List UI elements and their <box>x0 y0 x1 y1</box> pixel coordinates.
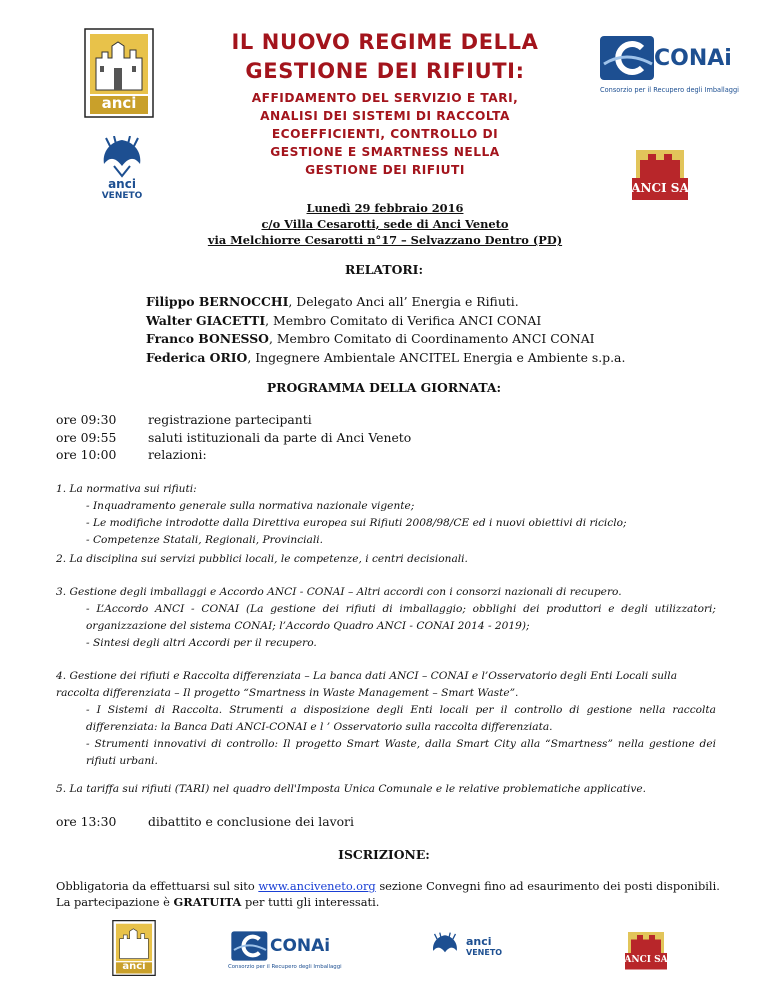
conai-tagline: Consorzio per il Recupero degli Imballaggi <box>600 86 740 94</box>
event-date: Lunedì 29 febbraio 2016 <box>306 201 464 215</box>
speaker-name: Filippo BERNOCCHI <box>146 294 289 309</box>
topic-4-item: - Strumenti innovativi di controllo: Il progetto Smart Waste, dalla Smart City alla “Smartness” nella gestione dei rifiuti urbani. <box>86 738 716 767</box>
schedule-time: ore 09:30 <box>56 412 117 427</box>
topic-4-title: 4. Gestione dei rifiuti e Raccolta differenziata – La banca dati ANCI – CONAI e l’Osservatorio degli Enti Locali sulla raccolta differenziata – Il progetto “Smartness in Waste Management – Smart Waste”. <box>56 670 678 699</box>
subtitle-line-1: AFFIDAMENTO DEL SERVIZIO E TARI, <box>251 91 519 105</box>
title-line-1: IL NUOVO REGIME DELLA <box>231 30 539 54</box>
footer-conai-text: CONAi <box>270 936 331 956</box>
speaker-item <box>146 349 625 368</box>
ancisa-logo <box>628 146 692 202</box>
schedule-time: ore 09:55 <box>56 429 117 445</box>
ancisa-logo-text: ANCI SA <box>631 181 689 195</box>
event-info <box>150 200 620 248</box>
anci-logo <box>84 28 154 118</box>
schedule-text: saluti istituzionali da parte di Anci Veneto <box>148 429 412 445</box>
registration-line2-a: La partecipazione è <box>56 895 174 909</box>
registration-heading: ISCRIZIONE: <box>338 847 430 862</box>
topic-5 <box>56 781 716 798</box>
conai-logo-text: CONAi <box>654 46 732 71</box>
schedule-text: relazioni: <box>148 447 207 462</box>
schedule-row <box>56 446 411 464</box>
topic-2 <box>56 551 716 568</box>
registration-line1-b: sezione Convegni fino ad esaurimento dei posti disponibili. <box>375 879 720 893</box>
subtitle-line-4: GESTIONE E SMARTNESS NELLA <box>270 145 500 159</box>
schedule-row <box>56 411 411 429</box>
subtitle-line-2: ANALISI DEI SISTEMI DI RACCOLTA <box>260 109 510 123</box>
speaker-role: , Membro Comitato di Coordinamento ANCI CONAI <box>268 331 595 346</box>
topic-3 <box>56 584 716 652</box>
footer-anci-text: anci <box>122 961 146 972</box>
topic-4 <box>56 668 716 770</box>
anci-veneto-logo <box>96 136 148 208</box>
topic-1-item: - Competenze Statali, Regionali, Provinciali. <box>86 534 323 546</box>
speaker-name: Federica ORIO <box>146 349 248 365</box>
speaker-name: Walter GIACETTI <box>146 312 266 328</box>
topic-3-title: 3. Gestione degli imballaggi e Accordo ANCI - CONAI – Altri accordi con i consorzi nazionali di recupero. <box>56 586 622 598</box>
registration-text <box>56 878 736 910</box>
speaker-item <box>146 330 625 349</box>
event-address: via Melchiorre Cesarotti n°17 – Selvazzano Dentro (PD) <box>207 233 563 247</box>
speaker-role: , Delegato Anci all’ Energia e Rifiuti. <box>288 294 519 309</box>
topic-1-title: 1. La normativa sui rifiuti: <box>56 483 197 495</box>
topic-1-item: - Inquadramento generale sulla normativa nazionale vigente; <box>86 500 415 512</box>
closing-time: ore 13:30 <box>56 814 117 829</box>
footer-anci-veneto-text-1: anci <box>466 935 492 948</box>
footer-conai-tagline: Consorzio per il Recupero degli Imballaggi <box>228 964 342 970</box>
title-line-2: GESTIONE DEI RIFIUTI: <box>245 59 525 83</box>
program-heading: PROGRAMMA DELLA GIORNATA: <box>266 380 502 395</box>
page-title <box>190 28 580 86</box>
subtitle-line-3: ECOEFFICIENTI, CONTROLLO DI <box>271 127 499 141</box>
speaker-name: Franco BONESSO <box>146 331 269 346</box>
footer-anci-veneto-logo <box>428 930 508 970</box>
anciveneto-link[interactable]: www.anciveneto.org <box>258 879 376 893</box>
schedule-text: registrazione partecipanti <box>148 412 312 427</box>
topic-3-item: - Sintesi degli altri Accordi per il recupero. <box>86 637 317 649</box>
schedule-row <box>56 429 411 447</box>
page-subtitle <box>190 89 580 179</box>
topic-4-item: - I Sistemi di Raccolta. Strumenti a disposizione degli Enti locali per il controllo di gestione nella raccolta differenziata: la Banca Dati ANCI-CONAI e l ’ Osservatorio sulla raccolta differenziata. <box>86 704 716 733</box>
topic-5-title: 5. La tariffa sui rifiuti (TARI) nel quadro dell'Imposta Unica Comunale e le relative problematiche applicative. <box>56 783 647 795</box>
speakers-list <box>146 293 625 367</box>
speakers-heading: RELATORI: <box>344 262 424 277</box>
footer-anci-logo <box>112 920 156 976</box>
topic-2-title: 2. La disciplina sui servizi pubblici locali, le competenze, i centri decisionali. <box>56 553 468 565</box>
topic-1 <box>56 481 716 549</box>
registration-free: GRATUITA <box>173 895 242 909</box>
footer-ancisa-text: ANCI SA <box>624 955 668 965</box>
topic-1-item: - Le modifiche introdotte dalla Direttiva europea sui Rifiuti 2008/98/CE ed i nuovi obiettivi di riciclo; <box>86 517 627 529</box>
schedule-list <box>56 411 411 464</box>
closing-text: dibattito e conclusione dei lavori <box>148 814 354 829</box>
closing-row <box>56 813 354 831</box>
subtitle-line-5: GESTIONE DEI RIFIUTI <box>305 163 465 177</box>
anci-veneto-text-2: VENETO <box>101 191 143 201</box>
speaker-item <box>146 293 625 312</box>
topic-3-item: - L’Accordo ANCI - CONAI (La gestione dei rifiuti di imballaggio; obblighi dei produttori e degli utilizzatori; organizzazione del sistema CONAI; l’Accordo Quadro ANCI - CONAI 2014 - 2019); <box>86 603 716 632</box>
footer-anci-veneto-text-2: VENETO <box>466 948 503 957</box>
anci-veneto-text-1: anci <box>108 177 136 191</box>
conai-logo <box>598 34 738 98</box>
registration-line1-a: Obbligatoria da effettuarsi sul sito <box>56 879 259 893</box>
event-venue: c/o Villa Cesarotti, sede di Anci Veneto <box>261 217 509 231</box>
speaker-role: , Membro Comitato di Verifica ANCI CONAI <box>265 312 542 328</box>
registration-line2-b: per tutti gli interessati. <box>241 895 380 909</box>
footer-conai-logo <box>228 930 358 974</box>
footer-ancisa-logo <box>622 928 670 972</box>
speaker-item <box>146 312 625 331</box>
speaker-role: , Ingegnere Ambientale ANCITEL Energia e Ambiente s.p.a. <box>247 349 626 365</box>
anci-logo-text: anci <box>101 94 137 112</box>
schedule-time: ore 10:00 <box>56 447 117 462</box>
